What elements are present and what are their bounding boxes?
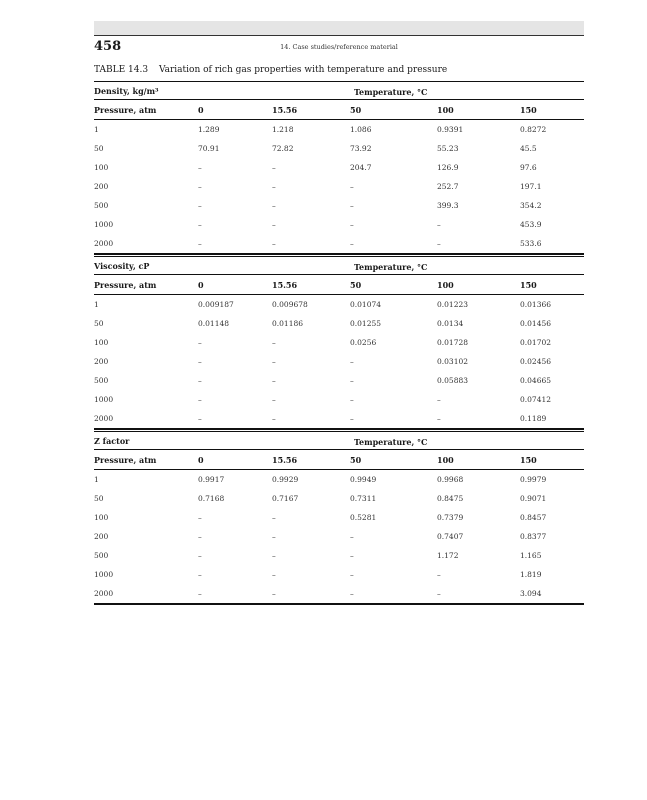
temperature-column-header: 50 — [350, 280, 362, 290]
value-cell: 1.819 — [520, 570, 542, 579]
value-cell: 0.01728 — [437, 338, 469, 347]
value-cell: – — [437, 239, 441, 248]
value-cell: 0.009678 — [272, 300, 308, 309]
pressure-cell: 100 — [94, 513, 109, 522]
column-header-row — [94, 100, 584, 120]
value-cell: 3.094 — [520, 589, 542, 598]
pressure-cell: 1 — [94, 125, 99, 134]
value-cell: 97.6 — [520, 163, 537, 172]
pressure-cell: 500 — [94, 551, 109, 560]
value-cell: – — [350, 201, 354, 210]
temperature-column-header: 0 — [198, 105, 204, 115]
section-property-title: Density, kg/m³ — [94, 86, 159, 96]
section-property-title: Viscosity, cP — [94, 261, 150, 271]
table-row — [94, 158, 584, 177]
value-cell: 533.6 — [520, 239, 542, 248]
table-row — [94, 527, 584, 546]
value-cell: 0.0256 — [350, 338, 377, 347]
pressure-cell: 50 — [94, 144, 104, 153]
value-cell: – — [272, 357, 276, 366]
value-cell: 0.05883 — [437, 376, 469, 385]
value-cell: – — [272, 589, 276, 598]
value-cell: – — [437, 589, 441, 598]
table-row — [94, 584, 584, 603]
table-row — [94, 234, 584, 253]
table-section — [94, 431, 584, 605]
table-row — [94, 508, 584, 527]
table-row — [94, 390, 584, 409]
value-cell: – — [437, 414, 441, 423]
table-row — [94, 177, 584, 196]
value-cell: – — [272, 570, 276, 579]
value-cell: – — [272, 376, 276, 385]
table-row — [94, 295, 584, 314]
value-cell: 0.02456 — [520, 357, 552, 366]
value-cell: 0.7168 — [198, 494, 225, 503]
page-header — [94, 35, 584, 54]
value-cell: – — [198, 570, 202, 579]
table-caption — [94, 65, 447, 75]
column-header-row — [94, 275, 584, 295]
value-cell: 0.01456 — [520, 319, 552, 328]
pressure-cell: 200 — [94, 357, 109, 366]
value-cell: – — [198, 338, 202, 347]
value-cell: 55.23 — [437, 144, 459, 153]
value-cell: 0.7407 — [437, 532, 464, 541]
value-cell: 1.289 — [198, 125, 220, 134]
value-cell: – — [350, 395, 354, 404]
column-header-row — [94, 450, 584, 470]
value-cell: – — [350, 532, 354, 541]
page-number: 458 — [94, 39, 122, 54]
value-cell: 0.04665 — [520, 376, 552, 385]
temperature-column-header: 0 — [198, 280, 204, 290]
value-cell: – — [198, 513, 202, 522]
pressure-header: Pressure, atm — [94, 455, 157, 465]
value-cell: 453.9 — [520, 220, 542, 229]
value-cell: 252.7 — [437, 182, 459, 191]
value-cell: 0.01702 — [520, 338, 552, 347]
value-cell: 1.172 — [437, 551, 459, 560]
pressure-cell: 200 — [94, 182, 109, 191]
value-cell: – — [437, 395, 441, 404]
value-cell: 204.7 — [350, 163, 372, 172]
temperature-header: Temperature, °C — [354, 87, 428, 97]
value-cell: 1.086 — [350, 125, 372, 134]
section-title-row — [94, 82, 584, 100]
value-cell: 0.7167 — [272, 494, 299, 503]
section-title-row — [94, 257, 584, 275]
table-row — [94, 314, 584, 333]
value-cell: 126.9 — [437, 163, 459, 172]
value-cell: 0.01148 — [198, 319, 230, 328]
temperature-header: Temperature, °C — [354, 262, 428, 272]
value-cell: 0.03102 — [437, 357, 469, 366]
top-gray-bar — [94, 21, 584, 35]
value-cell: – — [198, 376, 202, 385]
temperature-column-header: 100 — [437, 280, 454, 290]
pressure-header: Pressure, atm — [94, 280, 157, 290]
value-cell: – — [198, 551, 202, 560]
pressure-cell: 1000 — [94, 570, 114, 579]
table-row — [94, 409, 584, 428]
pressure-cell: 2000 — [94, 414, 114, 423]
value-cell: 0.1189 — [520, 414, 547, 423]
value-cell: 197.1 — [520, 182, 542, 191]
value-cell: 1.165 — [520, 551, 542, 560]
value-cell: – — [272, 220, 276, 229]
value-cell: – — [272, 532, 276, 541]
value-cell: 70.91 — [198, 144, 220, 153]
value-cell: 0.9968 — [437, 475, 464, 484]
table-section — [94, 256, 584, 430]
table-row — [94, 546, 584, 565]
temperature-column-header: 50 — [350, 455, 362, 465]
value-cell: – — [350, 182, 354, 191]
value-cell: 0.9979 — [520, 475, 547, 484]
temperature-column-header: 100 — [437, 105, 454, 115]
value-cell: – — [198, 163, 202, 172]
temperature-column-header: 150 — [520, 280, 537, 290]
temperature-column-header: 15.56 — [272, 280, 298, 290]
value-cell: – — [272, 551, 276, 560]
table-row — [94, 139, 584, 158]
value-cell: 0.009187 — [198, 300, 234, 309]
value-cell: – — [272, 513, 276, 522]
properties-table — [94, 81, 584, 606]
value-cell: – — [272, 182, 276, 191]
value-cell: 0.8272 — [520, 125, 547, 134]
value-cell: – — [198, 201, 202, 210]
table-row — [94, 120, 584, 139]
temperature-column-header: 15.56 — [272, 105, 298, 115]
value-cell: – — [437, 570, 441, 579]
table-row — [94, 371, 584, 390]
value-cell: – — [350, 570, 354, 579]
value-cell: 1.218 — [272, 125, 294, 134]
value-cell: – — [198, 414, 202, 423]
value-cell: – — [350, 414, 354, 423]
value-cell: 0.0134 — [437, 319, 464, 328]
value-cell: 73.92 — [350, 144, 372, 153]
temperature-column-header: 100 — [437, 455, 454, 465]
value-cell: 0.8475 — [437, 494, 464, 503]
section-title-row — [94, 432, 584, 450]
value-cell: 0.9929 — [272, 475, 299, 484]
pressure-cell: 50 — [94, 319, 104, 328]
table-caption-label: TABLE 14.3 — [94, 65, 149, 75]
pressure-cell: 100 — [94, 163, 109, 172]
value-cell: 354.2 — [520, 201, 542, 210]
value-cell: – — [198, 357, 202, 366]
pressure-cell: 1000 — [94, 395, 114, 404]
value-cell: – — [350, 551, 354, 560]
temperature-column-header: 150 — [520, 105, 537, 115]
pressure-cell: 50 — [94, 494, 104, 503]
value-cell: 0.01074 — [350, 300, 382, 309]
value-cell: 0.01366 — [520, 300, 552, 309]
pressure-header: Pressure, atm — [94, 105, 157, 115]
value-cell: 0.8457 — [520, 513, 547, 522]
value-cell: – — [198, 220, 202, 229]
value-cell: – — [198, 182, 202, 191]
table-section — [94, 81, 584, 255]
value-cell: 0.07412 — [520, 395, 552, 404]
value-cell: – — [198, 532, 202, 541]
value-cell: – — [437, 220, 441, 229]
value-cell: 399.3 — [437, 201, 459, 210]
value-cell: – — [272, 338, 276, 347]
temperature-column-header: 150 — [520, 455, 537, 465]
value-cell: 0.7311 — [350, 494, 377, 503]
value-cell: – — [350, 589, 354, 598]
table-row — [94, 489, 584, 508]
section-property-title: Z factor — [94, 436, 130, 446]
value-cell: 72.82 — [272, 144, 294, 153]
value-cell: – — [350, 376, 354, 385]
running-head: 14. Case studies/reference material — [280, 43, 398, 51]
value-cell: 0.9071 — [520, 494, 547, 503]
pressure-cell: 1 — [94, 300, 99, 309]
value-cell: – — [198, 589, 202, 598]
value-cell: 0.01255 — [350, 319, 382, 328]
value-cell: 0.5281 — [350, 513, 377, 522]
value-cell: – — [272, 201, 276, 210]
table-row — [94, 196, 584, 215]
value-cell: – — [198, 239, 202, 248]
temperature-column-header: 50 — [350, 105, 362, 115]
value-cell: 0.8377 — [520, 532, 547, 541]
table-row — [94, 333, 584, 352]
value-cell: – — [272, 414, 276, 423]
temperature-column-header: 0 — [198, 455, 204, 465]
pressure-cell: 2000 — [94, 239, 114, 248]
value-cell: – — [272, 395, 276, 404]
pressure-cell: 500 — [94, 201, 109, 210]
value-cell: 0.01186 — [272, 319, 304, 328]
table-row — [94, 215, 584, 234]
pressure-cell: 1 — [94, 475, 99, 484]
value-cell: – — [350, 220, 354, 229]
value-cell: – — [350, 239, 354, 248]
value-cell: – — [350, 357, 354, 366]
pressure-cell: 2000 — [94, 589, 114, 598]
value-cell: – — [272, 163, 276, 172]
table-row — [94, 565, 584, 584]
table-row — [94, 352, 584, 371]
value-cell: – — [198, 395, 202, 404]
pressure-cell: 100 — [94, 338, 109, 347]
value-cell: 0.9391 — [437, 125, 464, 134]
value-cell: 45.5 — [520, 144, 537, 153]
value-cell: – — [272, 239, 276, 248]
value-cell: 0.01223 — [437, 300, 469, 309]
temperature-column-header: 15.56 — [272, 455, 298, 465]
table-caption-text: Variation of rich gas properties with temperature and pressure — [158, 65, 448, 75]
pressure-cell: 1000 — [94, 220, 114, 229]
pressure-cell: 500 — [94, 376, 109, 385]
pressure-cell: 200 — [94, 532, 109, 541]
value-cell: 0.7379 — [437, 513, 464, 522]
value-cell: 0.9949 — [350, 475, 377, 484]
temperature-header: Temperature, °C — [354, 437, 428, 447]
value-cell: 0.9917 — [198, 475, 225, 484]
table-row — [94, 470, 584, 489]
